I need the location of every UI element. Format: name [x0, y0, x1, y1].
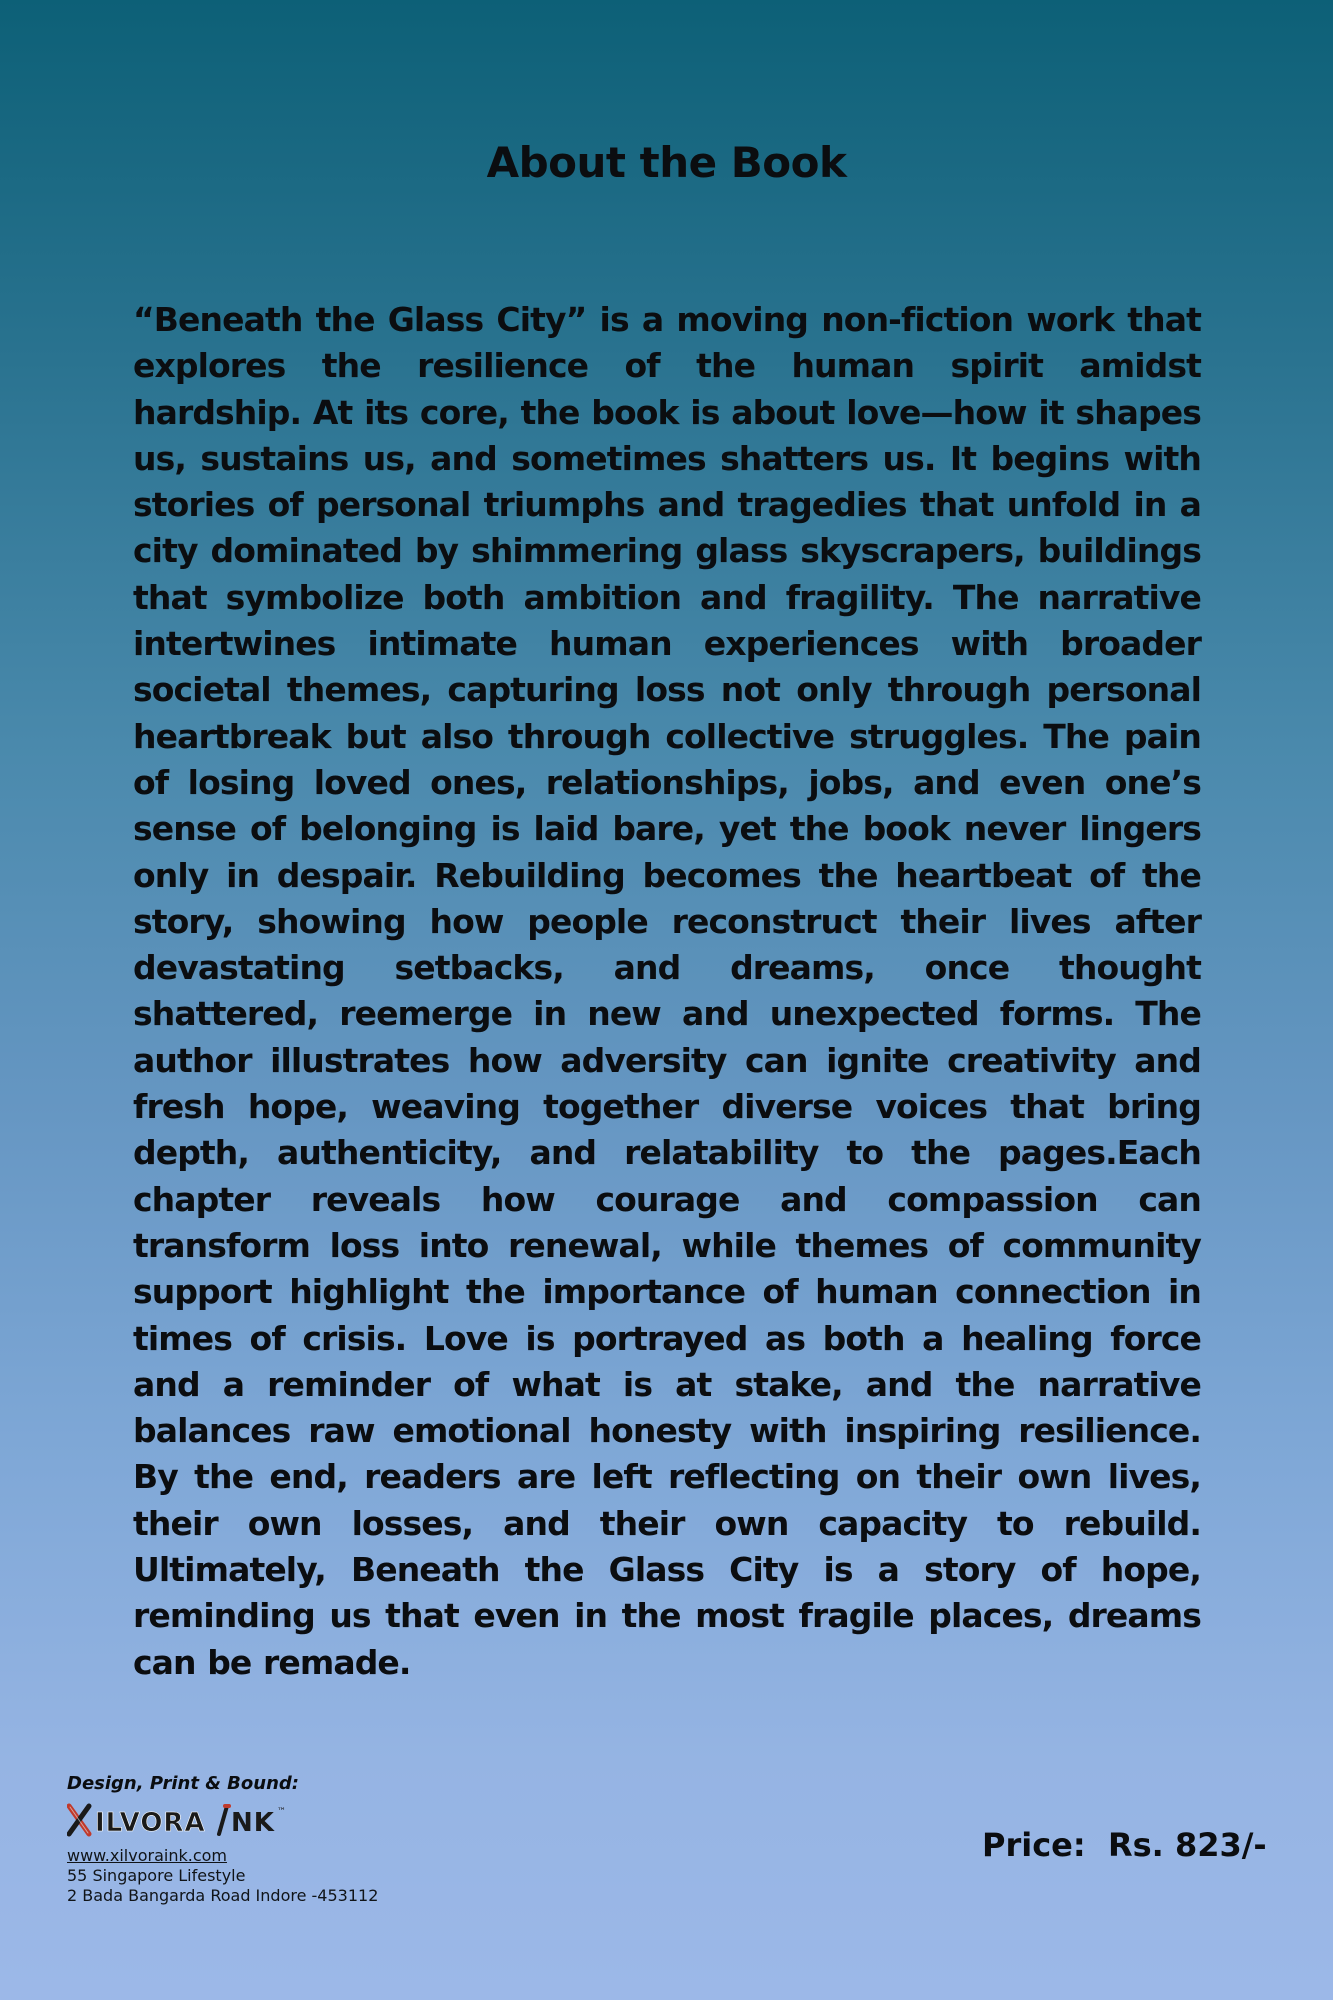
logo-graphic — [67, 1800, 327, 1840]
book-description: “Beneath the Glass City” is a moving non-fiction work that explores the resilience of the human spirit amidst hardship. At its core, the book is about love—how it shapes us, sustains us, and sometimes shatters us. It begins with stories of personal triumphs and tragedies that unfold in a city dominated by shimmering glass skyscrapers, buildings that symbolize both ambition and fragility. The narrative intertwines intimate human experiences with broader societal themes, capturing loss not only through personal heartbreak but also through collective struggles. The pain of losing loved ones, relationships, jobs, and even one’s sense of belonging is laid bare, yet the book never lingers only in despair. Rebuilding becomes the heartbeat of the story, showing how people reconstruct their lives after devastating setbacks, and dreams, once thought shattered, reemerge in new and unexpected forms. The author illustrates how adversity can ignite creativity and fresh hope, weaving together diverse voices that bring depth, authenticity, and relatability to the pages.Each chapter reveals how courage and compassion can transform loss into renewal, while themes of community support highlight the importance of human connection in times of crisis. Love is portrayed as both a healing force and a reminder of what is at stake, and the narrative balances raw emotional honesty with inspiring resilience. By the end, readers are left reflecting on their own lives, their own losses, and their own capacity to rebuild. Ultimately, Beneath the Glass City is a story of hope, reminding us that even in the most fragile places, dreams can be remade. — [133, 300, 1201, 1682]
svg-text:™: ™ — [277, 1807, 286, 1817]
publisher-credit — [67, 1772, 487, 1906]
price-label: Price: Rs. 823/- — [982, 1826, 1267, 1864]
publisher-logo — [67, 1800, 487, 1840]
page-title: About the Book — [486, 138, 847, 187]
address-line-2: 2 Bada Bangarda Road Indore -453112 — [67, 1886, 379, 1905]
address-line-1: 55 Singapore Lifestyle — [67, 1866, 246, 1885]
svg-text:ILVORA: ILVORA — [95, 1808, 206, 1838]
website-link[interactable]: www.xilvoraink.com — [67, 1846, 227, 1865]
credit-label: Design, Print & Bound: — [67, 1773, 299, 1794]
svg-text:NK: NK — [231, 1808, 275, 1838]
